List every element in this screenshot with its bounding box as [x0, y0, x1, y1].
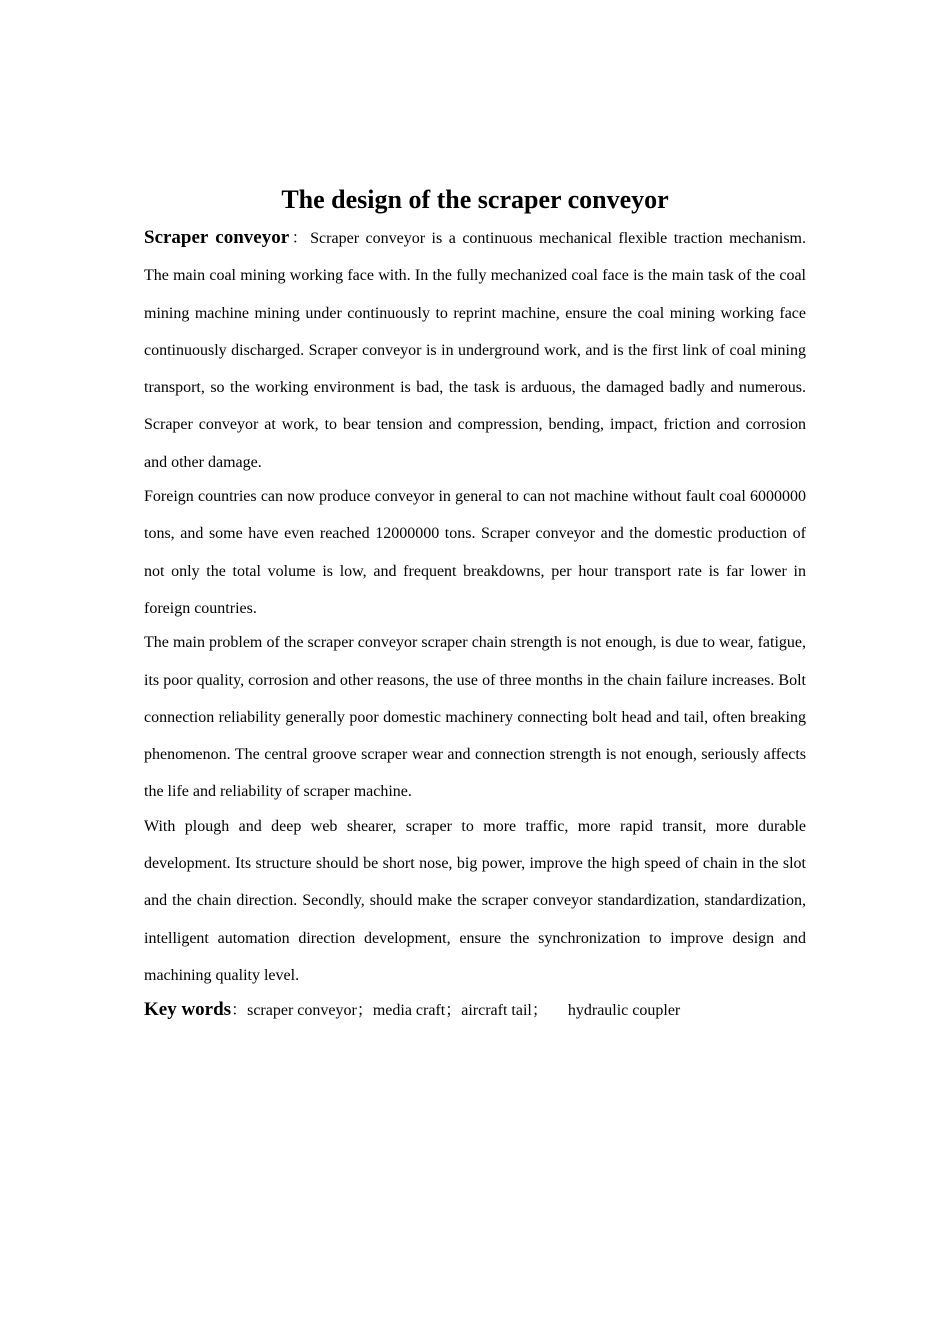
abstract-paragraph-1: [144, 219, 806, 481]
abstract-paragraph-2: Foreign countries can now produce conveyor in general to can not machine without fault coal 6000000 tons, and some have even reached 12000000 tons. Scraper conveyor and the domestic production of not only the total volume is low, and frequent breakdowns, per hour transport rate is far lower in foreign countries.: [144, 488, 806, 617]
keyword-item: aircraft tail；: [461, 1002, 548, 1020]
lead-label: Scraper conveyor: [144, 227, 290, 248]
keyword-item: hydraulic coupler: [567, 1002, 681, 1020]
paragraph-text: Scraper conveyor is a continuous mechanical flexible traction mechanism. The main coal mining working face with. In the fully mechanized coal face is the main task of the coal mining machine mining under continuously to reprint machine, ensure the coal mining working face continuously discharged. Scraper conveyor is in underground work, and is the first link of coal mining transport, so the working environment is bad, the task is arduous, the damaged badly and numerous. Scraper conveyor at work, to bear tension and compression, bending, impact, friction and corrosion and other damage.: [144, 230, 806, 471]
keyword-item: scraper conveyor；: [247, 1002, 373, 1020]
abstract-paragraph-4: With plough and deep web shearer, scraper to more traffic, more rapid transit, more durable development. Its structure should be short nose, big power, improve the high speed of chain in the slot and the chain direction. Secondly, should make the scraper conveyor standardization, standardization, intelligent automation direction development, ensure the synchronization to improve design and machining quality level.: [144, 817, 806, 984]
lead-separator: ：: [289, 230, 311, 247]
keywords-separator: ：: [231, 1002, 248, 1020]
keyword-item: media craft；: [372, 1002, 462, 1020]
abstract-body: [144, 219, 806, 1029]
abstract-paragraph-3: The main problem of the scraper conveyor scraper chain strength is not enough, is due to wear, fatigue, its poor quality, corrosion and other reasons, the use of three months in the chain failure increases. Bolt connection reliability generally poor domestic machinery connecting bolt head and tail, often breaking phenomenon. The central groove scraper wear and connection strength is not enough, seriously affects the life and reliability of scraper machine.: [144, 634, 806, 801]
keywords-line: [144, 991, 806, 1029]
document-title: The design of the scraper conveyor: [281, 185, 669, 214]
keywords-label: Key words: [144, 999, 232, 1021]
